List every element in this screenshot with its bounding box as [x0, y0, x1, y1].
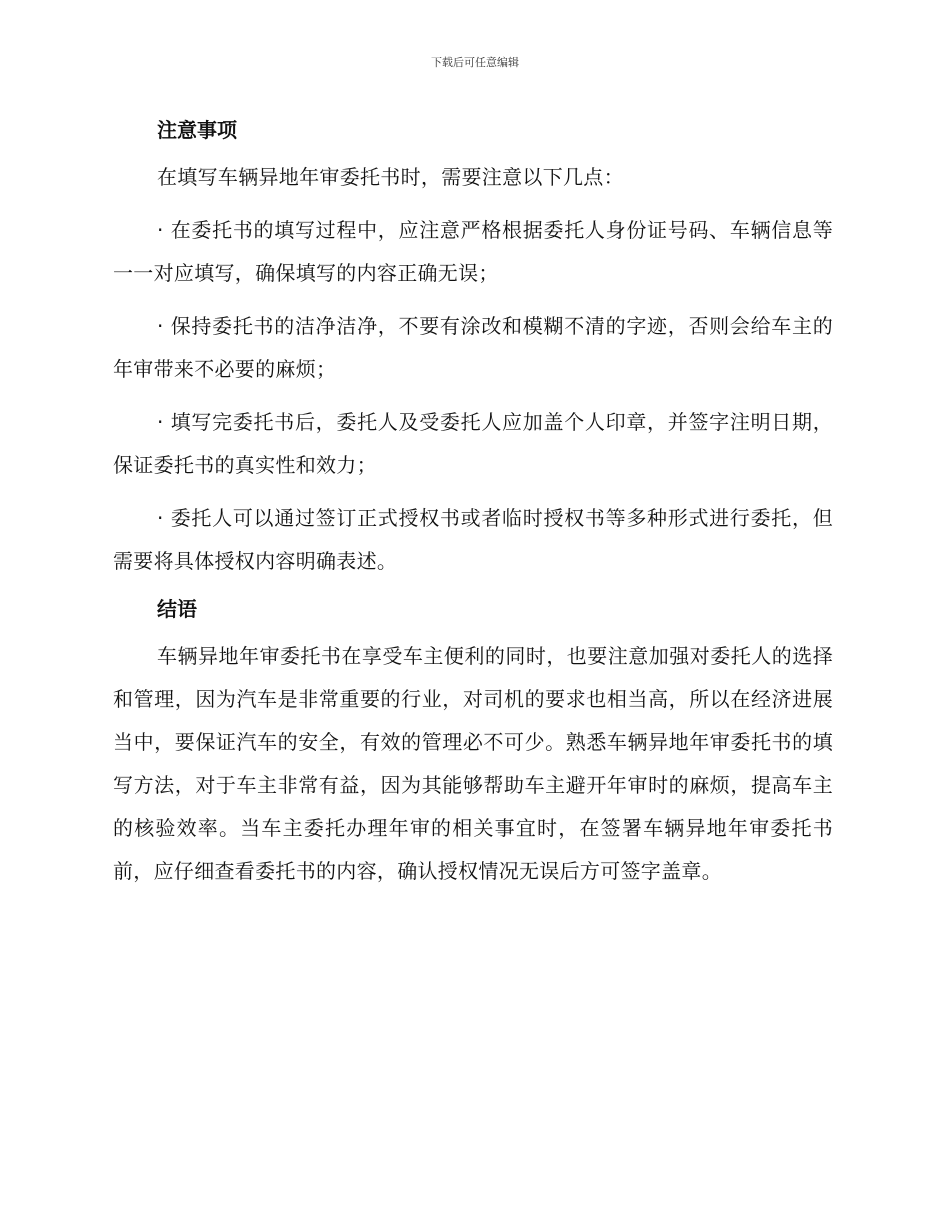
section-heading-notes: 注意事项 — [157, 118, 237, 142]
intro-paragraph: 在填写车辆异地年审委托书时，需要注意以下几点： — [157, 165, 624, 189]
page-header: 下载后可任意编辑 — [431, 56, 519, 69]
bullet-item: · 在委托书的填写过程中，应注意严格根据委托人身份证号码、车辆信息等一一对应填写，确保填写的内容正确无误； — [113, 218, 833, 285]
document-body — [113, 112, 833, 893]
bullet-item: · 填写完委托书后，委托人及受委托人应加盖个人印章，并签字注明日期，保证委托书的真实性和效力； — [113, 410, 833, 477]
conclusion-paragraph: 车辆异地年审委托书在享受车主便利的同时，也要注意加强对委托人的选择和管理，因为汽车是非常重要的行业，对司机的要求也相当高，所以在经济进展当中，要保证汽车的安全，有效的管理必不可少。熟悉车辆异地年审委托书的填写方法，对于车主非常有益，因为其能够帮助车主避开年审时的麻烦，提高车主的核验效率。当车主委托办理年审的相关事宜时，在签署车辆异地年审委托书前，应仔细查看委托书的内容，确认授权情况无误后方可签字盖章。 — [113, 644, 833, 883]
section-heading-conclusion: 结语 — [157, 597, 197, 621]
bullet-item: · 委托人可以通过签订正式授权书或者临时授权书等多种形式进行委托，但需要将具体授权内容明确表述。 — [113, 506, 833, 573]
bullet-item: · 保持委托书的洁净洁净，不要有涂改和模糊不清的字迹，否则会给车主的年审带来不必要的麻烦； — [113, 314, 833, 381]
